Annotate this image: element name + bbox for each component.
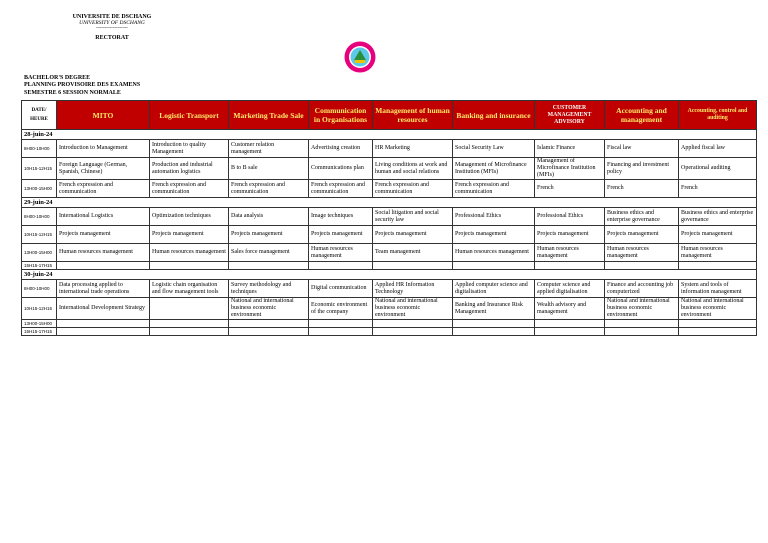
exam-cell bbox=[535, 262, 605, 270]
table-row bbox=[22, 320, 757, 328]
exam-cell: Logistic chain organisation and flow management tools bbox=[150, 280, 229, 298]
exam-cell bbox=[57, 328, 150, 336]
exam-cell bbox=[150, 298, 229, 320]
exam-cell: Survey methodology and techniques bbox=[229, 280, 309, 298]
exam-cell: Image techniques bbox=[309, 208, 373, 226]
exam-cell: Wealth advisory and management bbox=[535, 298, 605, 320]
exam-cell bbox=[535, 320, 605, 328]
exam-cell bbox=[150, 262, 229, 270]
exam-cell bbox=[373, 320, 453, 328]
exam-cell: Team management bbox=[373, 244, 453, 262]
exam-cell: Foreign Language (German, Spanish, Chinese) bbox=[57, 158, 150, 180]
exam-cell: Social litigation and social security law bbox=[373, 208, 453, 226]
exam-cell: Operational auditing bbox=[679, 158, 757, 180]
exam-cell: Communications plan bbox=[309, 158, 373, 180]
exam-cell: National and international business economic environment bbox=[373, 298, 453, 320]
exam-cell bbox=[605, 320, 679, 328]
exam-cell bbox=[679, 320, 757, 328]
exam-cell: Production and industrial automation logistics bbox=[150, 158, 229, 180]
exam-cell: Human resources management bbox=[57, 244, 150, 262]
col-header-date: DATE/ HEURE bbox=[22, 101, 57, 130]
exam-cell bbox=[373, 262, 453, 270]
university-name-en: UNIVERSITY OF DSCHANG bbox=[79, 20, 145, 26]
table-row bbox=[22, 328, 757, 336]
semester-title: SEMESTRE 6 SESSION NORMALE bbox=[24, 89, 121, 96]
exam-cell: Social Security Law bbox=[453, 140, 535, 158]
exam-cell bbox=[229, 328, 309, 336]
exam-cell: Projects management bbox=[605, 226, 679, 244]
exam-cell: Human resources management bbox=[605, 244, 679, 262]
exam-cell: Economic environment of the company bbox=[309, 298, 373, 320]
exam-cell: French expression and communication bbox=[229, 180, 309, 198]
col-header-hr: Management of human resources bbox=[373, 101, 453, 130]
table-row bbox=[22, 208, 757, 226]
exam-cell: National and international business economic environment bbox=[229, 298, 309, 320]
exam-cell: Banking and Insurance Risk Management bbox=[453, 298, 535, 320]
exam-cell: Projects management bbox=[150, 226, 229, 244]
exam-cell bbox=[453, 320, 535, 328]
exam-cell: Projects management bbox=[229, 226, 309, 244]
date-cell: 29-juin-24 bbox=[22, 198, 757, 208]
time-slot: 13H00-15H00 bbox=[22, 244, 57, 262]
exam-cell: Applied fiscal law bbox=[679, 140, 757, 158]
exam-cell: Human resources management bbox=[150, 244, 229, 262]
degree-title: BACHELOR'S DEGREE bbox=[24, 75, 91, 81]
exam-cell: Fiscal law bbox=[605, 140, 679, 158]
col-header-communication: Communication in Organisations bbox=[309, 101, 373, 130]
exam-cell bbox=[535, 328, 605, 336]
exam-cell: Sales force management bbox=[229, 244, 309, 262]
exam-cell: Projects management bbox=[453, 226, 535, 244]
col-header-banking: Banking and insurance bbox=[453, 101, 535, 130]
date-row bbox=[22, 198, 757, 208]
exam-cell bbox=[605, 262, 679, 270]
exam-cell bbox=[150, 328, 229, 336]
document-titles bbox=[24, 75, 140, 97]
col-header-accounting: Accounting and management bbox=[605, 101, 679, 130]
university-name: UNIVERSITE DE DSCHANG bbox=[72, 14, 152, 20]
exam-cell: French bbox=[535, 180, 605, 198]
time-slot: 8H00-10H00 bbox=[22, 140, 57, 158]
table-row bbox=[22, 180, 757, 198]
exam-cell bbox=[229, 262, 309, 270]
time-slot: 10H15-12H15 bbox=[22, 298, 57, 320]
exam-cell bbox=[605, 328, 679, 336]
table-row bbox=[22, 244, 757, 262]
table-row bbox=[22, 140, 757, 158]
rectorat-label: RECTORAT bbox=[95, 35, 129, 41]
exam-cell bbox=[229, 320, 309, 328]
table-row bbox=[22, 280, 757, 298]
exam-cell: Human resources management bbox=[453, 244, 535, 262]
header-separator: ------------------- bbox=[96, 26, 128, 31]
time-slot: 8H00-10H00 bbox=[22, 208, 57, 226]
exam-cell: Human resources management bbox=[309, 244, 373, 262]
exam-cell: Digital communication bbox=[309, 280, 373, 298]
exam-cell: Data analysis bbox=[229, 208, 309, 226]
exam-cell: Management of Microfinance Institution (MFIs) bbox=[453, 158, 535, 180]
exam-cell: Finance and accounting job computerized bbox=[605, 280, 679, 298]
time-slot: 15H15-17H15 bbox=[22, 328, 57, 336]
exam-cell: Customer relation management bbox=[229, 140, 309, 158]
exam-cell: Applied computer science and digitalisation bbox=[453, 280, 535, 298]
exam-cell: French expression and communication bbox=[57, 180, 150, 198]
date-cell: 28-juin-24 bbox=[22, 130, 757, 140]
exam-cell: Advertising creation bbox=[309, 140, 373, 158]
university-logo bbox=[344, 41, 376, 73]
exam-cell bbox=[150, 320, 229, 328]
col-header-logistic: Logistic Transport bbox=[150, 101, 229, 130]
exam-cell: Computer science and applied digitalisation bbox=[535, 280, 605, 298]
exam-cell: Human resources management bbox=[535, 244, 605, 262]
exam-cell: Financing and investment policy bbox=[605, 158, 679, 180]
exam-cell bbox=[309, 262, 373, 270]
exam-cell: Management of Microfinance Institution (MFIs) bbox=[535, 158, 605, 180]
exam-cell: French expression and communication bbox=[373, 180, 453, 198]
exam-cell: French expression and communication bbox=[309, 180, 373, 198]
date-row bbox=[22, 270, 757, 280]
exam-cell: Professional Ethics bbox=[535, 208, 605, 226]
planning-title: PLANNING PROVISOIRE DES EXAMENS bbox=[24, 82, 141, 89]
time-slot: 13H00-15H00 bbox=[22, 320, 57, 328]
exam-cell bbox=[309, 320, 373, 328]
exam-cell: French expression and communication bbox=[453, 180, 535, 198]
exam-cell: System and tools of information management bbox=[679, 280, 757, 298]
col-header-marketing: Marketing Trade Sale bbox=[229, 101, 309, 130]
exam-cell: French expression and communication bbox=[150, 180, 229, 198]
exam-cell: Projects management bbox=[373, 226, 453, 244]
exam-cell: Data processing applied to international trade operations bbox=[57, 280, 150, 298]
time-slot: 15H15-17H15 bbox=[22, 262, 57, 270]
time-slot: 10H15-12H15 bbox=[22, 226, 57, 244]
time-slot: 13H00-15H00 bbox=[22, 180, 57, 198]
exam-cell: Projects management bbox=[309, 226, 373, 244]
exam-cell: Business ethics and enterprise governance bbox=[679, 208, 757, 226]
exam-cell: Introduction to quality Management bbox=[150, 140, 229, 158]
exam-cell bbox=[57, 320, 150, 328]
exam-schedule-table bbox=[21, 100, 757, 336]
exam-cell: B to B sale bbox=[229, 158, 309, 180]
date-cell: 30-juin-24 bbox=[22, 270, 757, 280]
exam-cell: Living conditions at work and human and social relations bbox=[373, 158, 453, 180]
exam-cell: Optimization techniques bbox=[150, 208, 229, 226]
exam-cell: Introduction to Management bbox=[57, 140, 150, 158]
time-slot: 10H15-12H15 bbox=[22, 158, 57, 180]
exam-cell: International Development Strategy bbox=[57, 298, 150, 320]
exam-cell bbox=[57, 262, 150, 270]
exam-cell: Human resources management bbox=[679, 244, 757, 262]
exam-cell: French bbox=[605, 180, 679, 198]
col-header-mito: MITO bbox=[57, 101, 150, 130]
exam-cell: Projects management bbox=[535, 226, 605, 244]
exam-cell: Projects management bbox=[57, 226, 150, 244]
exam-cell bbox=[373, 328, 453, 336]
exam-cell bbox=[453, 328, 535, 336]
exam-cell: Projects management bbox=[679, 226, 757, 244]
institution-header bbox=[62, 14, 162, 41]
table-row bbox=[22, 262, 757, 270]
exam-cell bbox=[679, 262, 757, 270]
table-row bbox=[22, 298, 757, 320]
exam-cell: HR Marketing bbox=[373, 140, 453, 158]
exam-cell: Professional Ethics bbox=[453, 208, 535, 226]
date-row bbox=[22, 130, 757, 140]
exam-cell: Business ethics and enterprise governance bbox=[605, 208, 679, 226]
exam-cell bbox=[309, 328, 373, 336]
exam-cell: French bbox=[679, 180, 757, 198]
exam-cell bbox=[453, 262, 535, 270]
exam-cell: Applied HR Information Technology bbox=[373, 280, 453, 298]
exam-cell bbox=[679, 328, 757, 336]
table-row bbox=[22, 158, 757, 180]
col-header-customer: CUSTOMER MANAGEMENT ADVISORY bbox=[535, 101, 605, 130]
table-row bbox=[22, 226, 757, 244]
exam-cell: International Logistics bbox=[57, 208, 150, 226]
header-row bbox=[22, 101, 757, 130]
exam-cell: National and international business economic environment bbox=[605, 298, 679, 320]
exam-cell: Islamic Finance bbox=[535, 140, 605, 158]
exam-cell: National and international business economic environment bbox=[679, 298, 757, 320]
time-slot: 8H00-10H00 bbox=[22, 280, 57, 298]
col-header-auditing: Accounting, control and auditing bbox=[679, 101, 757, 130]
